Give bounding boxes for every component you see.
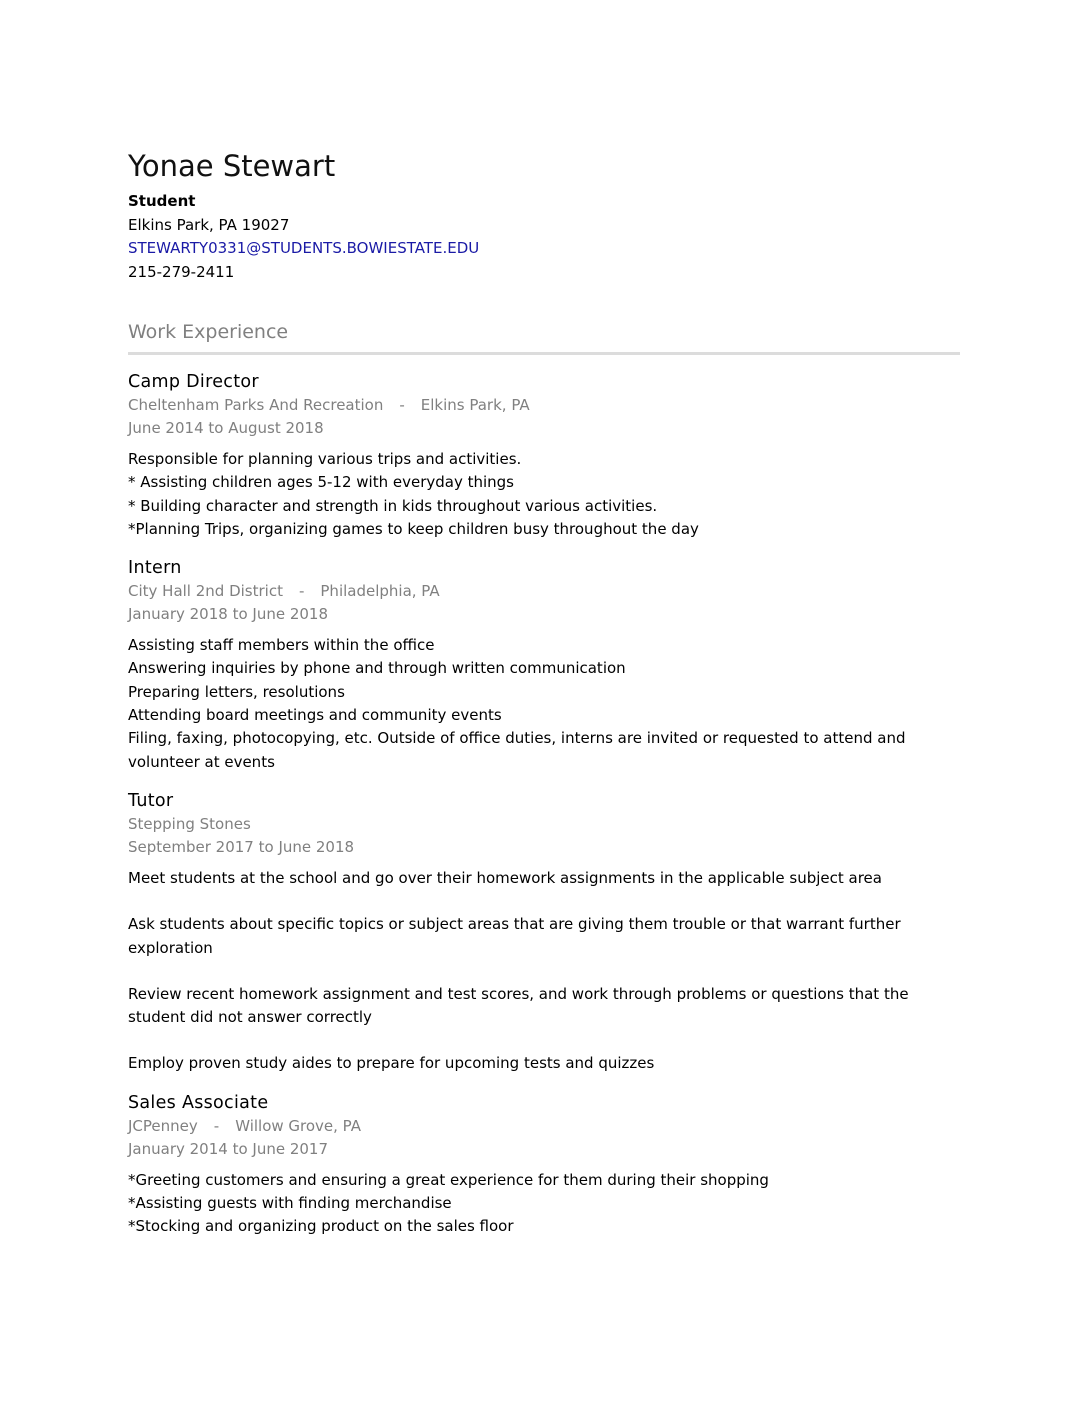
company-name: Stepping Stones (128, 814, 251, 833)
job-dates: January 2014 to June 2017 (128, 1139, 329, 1158)
job-entry (128, 1092, 960, 1239)
separator: - (298, 582, 305, 601)
description-line: Assisting staff members within the office (128, 636, 435, 655)
description-paragraph: Review recent homework assignment and test scores, and work through problems or questions that the student did not answer correctly (128, 984, 909, 1027)
job-entry (128, 557, 960, 774)
job-entry (128, 790, 960, 1076)
job-description (128, 867, 960, 1076)
job-title: Sales Associate (128, 1092, 269, 1113)
description-line: Answering inquiries by phone and through written communication (128, 659, 626, 678)
work-experience-heading: Work Experience (128, 320, 960, 355)
job-description (128, 634, 960, 774)
email-link[interactable]: STEWARTY0331@STUDENTS.BOWIESTATE.EDU (128, 239, 480, 257)
separator: - (399, 396, 405, 414)
company-name: City Hall 2nd District (128, 582, 283, 601)
description-line: * Assisting children ages 5-12 with everyday things (128, 473, 515, 492)
job-dates: September 2017 to June 2018 (128, 837, 355, 856)
job-employer (128, 1115, 960, 1138)
headline: Student (128, 192, 196, 210)
job-dates: June 2014 to August 2018 (128, 419, 324, 437)
job-title: Intern (128, 558, 182, 579)
job-location: Elkins Park, PA (420, 396, 530, 414)
description-line: * Building character and strength in kids throughout various activities. (128, 496, 658, 515)
candidate-name: Yonae Stewart (128, 149, 336, 183)
contact-block (128, 190, 960, 284)
company-name: JCPenney (128, 1116, 198, 1135)
description-line: *Stocking and organizing product on the sales floor (128, 1217, 514, 1236)
description-line: Responsible for planning various trips and activities. (128, 450, 522, 468)
job-title: Tutor (128, 790, 174, 811)
job-employer (128, 580, 960, 603)
job-location: Philadelphia, PA (320, 582, 440, 601)
job-entry (128, 371, 960, 541)
description-line: *Greeting customers and ensuring a great experience for them during their shopping (128, 1170, 769, 1189)
resume-page (128, 148, 960, 1239)
location: Elkins Park, PA 19027 (128, 215, 290, 234)
description-line: Preparing letters, resolutions (128, 682, 345, 701)
job-employer (128, 394, 960, 417)
phone: 215-279-2411 (128, 262, 235, 281)
job-description (128, 1169, 960, 1239)
description-line: *Planning Trips, organizing games to keep children busy throughout the day (128, 519, 699, 538)
job-description (128, 448, 960, 541)
description-line: *Assisting guests with finding merchandise (128, 1194, 452, 1213)
description-line: Filing, faxing, photocopying, etc. Outside of office duties, interns are invited or requested to attend and volunteer at events (128, 729, 906, 771)
job-dates: January 2018 to June 2018 (128, 605, 329, 624)
company-name: Cheltenham Parks And Recreation (128, 396, 384, 414)
description-paragraph: Ask students about specific topics or subject areas that are giving them trouble or that warrant further exploration (128, 915, 901, 957)
job-title: Camp Director (128, 372, 259, 392)
job-location: Willow Grove, PA (235, 1116, 362, 1135)
description-paragraph: Employ proven study aides to prepare for upcoming tests and quizzes (128, 1054, 655, 1073)
separator: - (213, 1116, 220, 1135)
description-paragraph: Meet students at the school and go over their homework assignments in the applicable subject area (128, 868, 882, 887)
description-line: Attending board meetings and community events (128, 706, 502, 725)
